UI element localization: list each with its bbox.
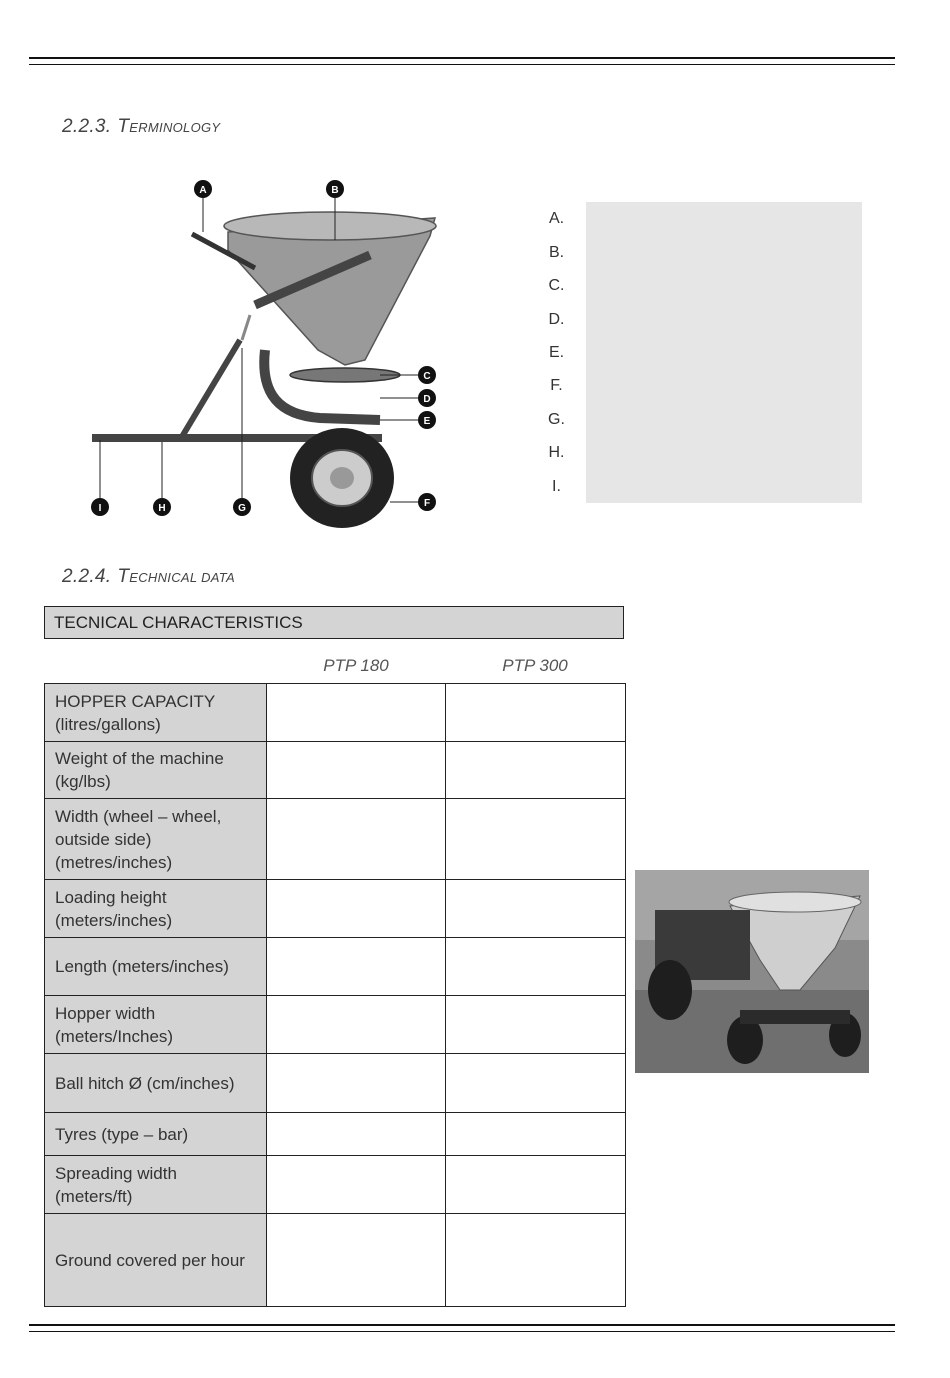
svg-text:I: I [98,503,102,514]
row-label: Length (meters/inches) [45,938,267,996]
callout-i [91,498,109,516]
table-row [45,1156,626,1214]
table-row [45,938,626,996]
row-label: Hopper width (meters/Inches) [45,996,267,1054]
top-rule [29,57,895,59]
row-label: Ball hitch Ø (cm/inches) [45,1054,267,1113]
value-cell [267,996,446,1054]
table-row [45,799,626,880]
svg-text:H: H [158,503,166,514]
spreader-photo [635,870,869,1073]
row-label: HOPPER CAPACITY (litres/gallons) [45,684,267,742]
callout-a [194,180,212,198]
table-title: TECNICAL CHARACTERISTICS [44,606,624,639]
top-rule-secondary [29,64,895,65]
term-item-d: D. [548,311,565,328]
row-label: Spreading width (meters/ft) [45,1156,267,1214]
value-cell [446,1214,626,1307]
callout-c [418,366,436,384]
value-cell [267,799,446,880]
value-cell [446,1156,626,1214]
row-label: Weight of the machine (kg/lbs) [45,742,267,799]
value-cell [267,938,446,996]
table-row [45,1054,626,1113]
svg-text:D: D [423,394,431,405]
callout-e [418,411,436,429]
bottom-rule [29,1324,895,1326]
technical-characteristics-table [44,683,626,1307]
table-row [45,1214,626,1307]
value-cell [267,1156,446,1214]
spreader-diagram [80,170,460,530]
row-label: Tyres (type – bar) [45,1113,267,1156]
value-cell [446,880,626,938]
terminology-heading: 2.2.3. TERMINOLOGY [62,116,221,137]
value-cell [446,799,626,880]
term-item-h: H. [548,444,565,461]
row-label: Width (wheel – wheel, outside side) (metres/inches) [45,799,267,880]
model-label-ptp300: PTP 300 [502,656,568,675]
table-row [45,684,626,742]
value-cell [446,1054,626,1113]
svg-text:F: F [423,498,431,509]
callout-g [233,498,251,516]
callout-f [418,493,436,511]
value-cell [446,938,626,996]
term-item-f: F. [550,377,563,394]
callout-h [153,498,171,516]
term-item-g: G. [548,411,565,428]
value-cell [267,684,446,742]
svg-text:E: E [423,416,431,427]
table-row [45,1113,626,1156]
term-item-e: E. [548,344,565,361]
value-cell [446,684,626,742]
table-row [45,742,626,799]
technical-data-heading: 2.2.4. TECHNICAL DATA [62,566,236,587]
term-item-a: A. [548,210,565,227]
value-cell [267,742,446,799]
value-cell [446,742,626,799]
callout-d [418,389,436,407]
term-item-i: I. [552,478,561,495]
callout-b [326,180,344,198]
terminology-list [527,202,862,503]
row-label: Loading height (meters/inches) [45,880,267,938]
bottom-rule-secondary [29,1331,895,1332]
value-cell [446,996,626,1054]
row-label: Ground covered per hour [45,1214,267,1307]
value-cell [446,1113,626,1156]
model-label-ptp180: PTP 180 [323,656,389,675]
value-cell [267,1054,446,1113]
svg-text:B: B [331,185,339,196]
terminology-letters-column [527,202,586,503]
svg-text:A: A [199,185,207,196]
svg-text:G: G [238,503,246,514]
value-cell [267,1113,446,1156]
term-item-b: B. [548,244,565,261]
value-cell [267,880,446,938]
value-cell [267,1214,446,1307]
svg-text:C: C [423,371,431,382]
term-item-c: C. [548,277,565,294]
table-row [45,880,626,938]
table-row [45,996,626,1054]
